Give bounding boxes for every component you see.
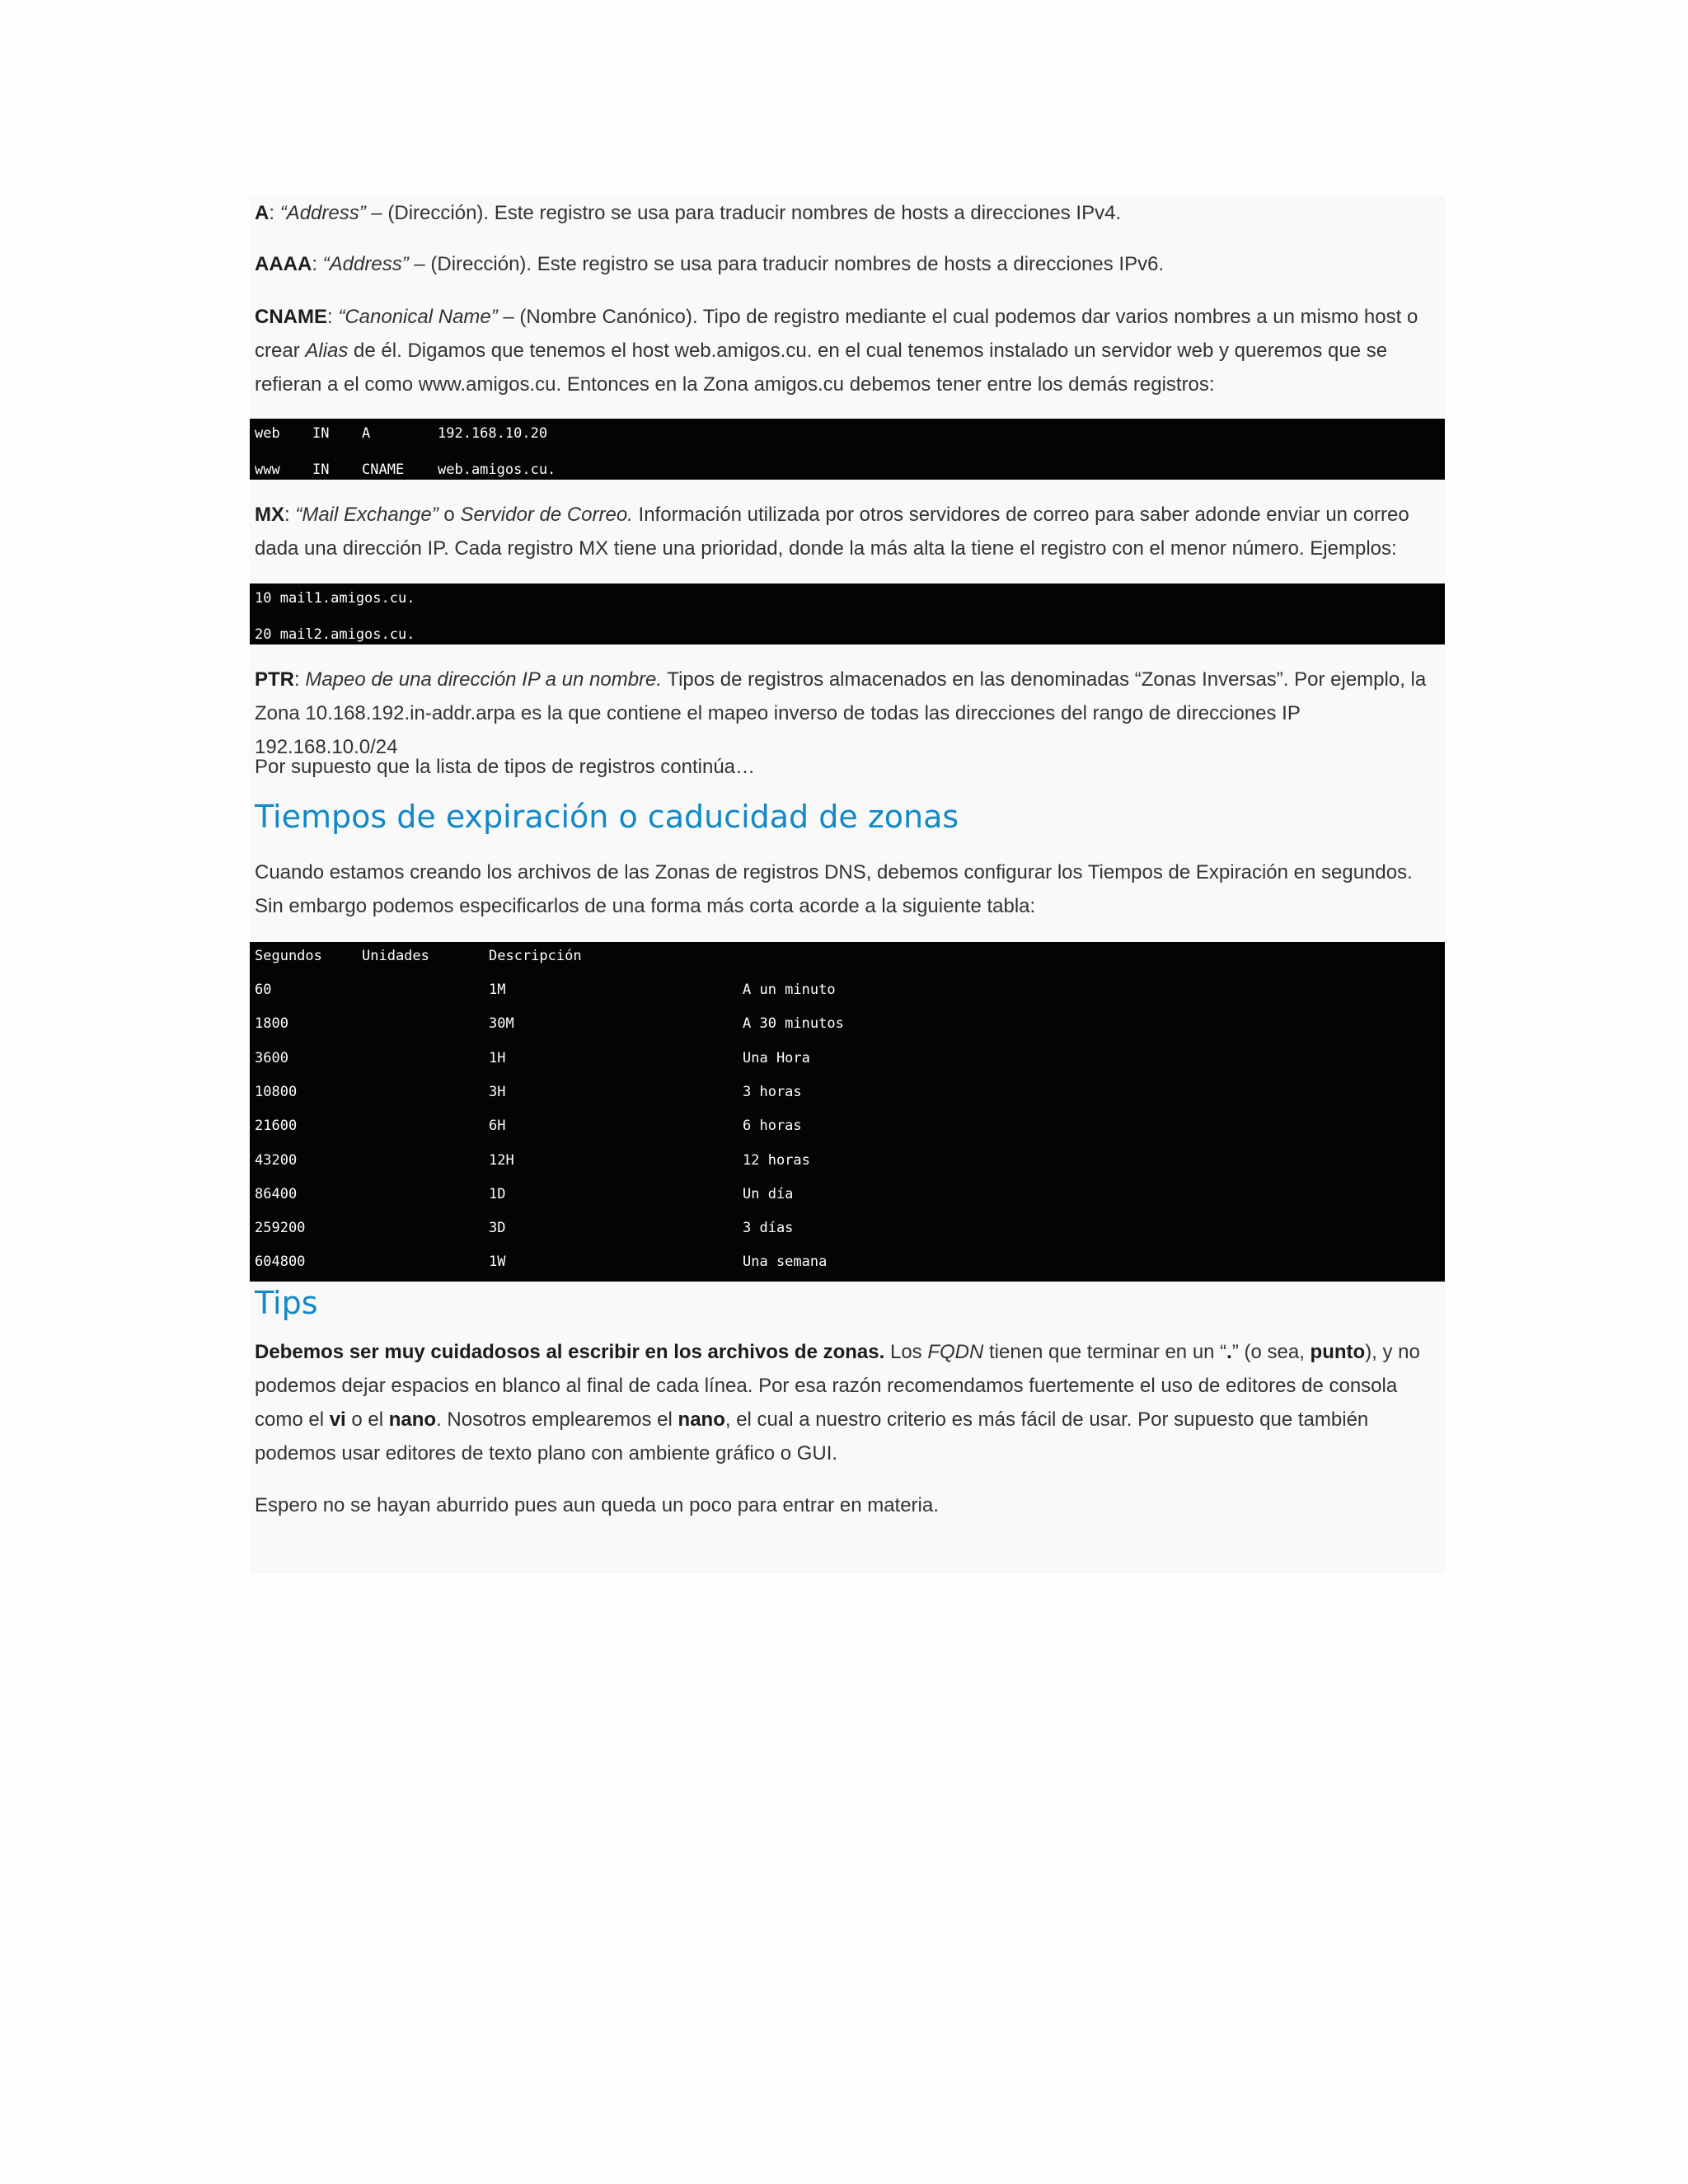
code-line: 20 mail2.amigos.cu. [255, 626, 415, 643]
table-cell: Una Hora [743, 1049, 810, 1066]
table-cell: 12 horas [743, 1151, 810, 1169]
table-cell: 1H [489, 1049, 506, 1066]
table-row [250, 1015, 1445, 1037]
mx-code-block [250, 583, 1445, 644]
record-key: PTR [255, 668, 294, 691]
tips-paragraph: Debemos ser muy cuidadosos al escribir en los archivos de zonas. Los FQDN tienen que terminar en un “.” (o sea, punto), y no podemos dejar espacios en blanco al final de cada línea. Por esa razón recomendamos fuertemente el uso de editores de consola como el vi o el nano. Nosotros emplearemos el nano, el cual a nuestro criterio es más fácil de usar. Por supuesto que también podemos usar editores de texto plano con ambiente gráfico o GUI. [255, 1341, 1420, 1465]
table-row [250, 982, 1445, 1003]
section-heading-tips: Tips [255, 1285, 318, 1321]
table-header-row: Segundos Unidades Descripción [255, 948, 582, 964]
table-cell: 6H [489, 1118, 506, 1135]
record-ptr: PTR: Mapeo de una dirección IP a un nombre. Tipos de registros almacenados en las denominadas “Zonas Inversas”. Por ejemplo, la Zona 10.168.192.in-addr.arpa es la que contiene el mapeo inverso de todas las direcciones del rango de direcciones IP 192.168.10.0/24 [255, 668, 1427, 758]
record-key: AAAA [255, 253, 312, 275]
record-term-2: Servidor de Correo. [460, 504, 633, 526]
record-term: “Canonical Name” [338, 306, 498, 328]
table-cell: 60 [255, 982, 272, 998]
table-cell: 12H [489, 1151, 514, 1169]
table-cell: 3D [489, 1220, 506, 1237]
record-term: “Address” [279, 202, 366, 224]
tips-closing: Espero no se hayan aburrido pues aun queda un poco para entrar en materia. [255, 1494, 939, 1516]
expiry-table [250, 942, 1445, 1282]
table-cell: 3H [489, 1083, 506, 1100]
table-row [250, 1186, 1445, 1207]
expiry-intro: Cuando estamos creando los archivos de las Zonas de registros DNS, debemos configurar los Tiempos de Expiración en segundos. Sin embargo podemos especificarlos de una forma más corta acorde a la siguiente tabla: [255, 861, 1413, 917]
records-more-text: Por supuesto que la lista de tipos de registros continúa… [255, 756, 756, 778]
table-cell: 1M [489, 982, 506, 998]
table-cell: Un día [743, 1185, 794, 1202]
document-page [250, 196, 1445, 1574]
table-row [250, 1254, 1445, 1275]
table-cell: 10800 [255, 1083, 298, 1100]
record-aaaa: AAAA: “Address” – (Dirección). Este registro se usa para traducir nombres de hosts a direcciones IPv6. [255, 253, 1165, 275]
code-line: www IN CNAME web.amigos.cu. [255, 462, 556, 478]
record-key: A [255, 202, 270, 224]
alias-term: Alias [305, 340, 349, 362]
record-key: CNAME [255, 306, 327, 328]
record-cname: CNAME: “Canonical Name” – (Nombre Canónico). Tipo de registro mediante el cual podemos dar varios nombres a un mismo host o crear Alias de él. Digamos que tenemos el host web.amigos.cu. en el cual tenemos instalado un servidor web y queremos que se refieran a el como www.amigos.cu. Entonces en la Zona amigos.cu debemos tener entre los demás registros: [255, 306, 1418, 396]
record-term: “Mail Exchange” [295, 504, 438, 526]
table-cell: 1W [489, 1254, 506, 1271]
section-heading-expiry: Tiempos de expiración o caducidad de zonas [255, 799, 959, 835]
table-cell: 21600 [255, 1118, 298, 1135]
table-cell: 86400 [255, 1185, 298, 1202]
table-cell: 3 horas [743, 1083, 802, 1100]
table-cell: 6 horas [743, 1118, 802, 1135]
table-row [250, 1220, 1445, 1241]
record-term: Mapeo de una dirección IP a un nombre. [305, 668, 663, 691]
table-cell: 259200 [255, 1220, 306, 1237]
record-term: “Address” [322, 253, 409, 275]
table-row [250, 1152, 1445, 1174]
table-cell: A 30 minutos [743, 1015, 844, 1033]
record-mx: MX: “Mail Exchange” o Servidor de Correo. Información utilizada por otros servidores de correo para saber adonde enviar un correo dada una dirección IP. Cada registro MX tiene una prioridad, donde la más alta la tiene el registro con el menor número. Ejemplos: [255, 504, 1409, 560]
record-key: MX [255, 504, 284, 526]
table-cell: 3600 [255, 1049, 288, 1066]
table-cell: 30M [489, 1015, 514, 1033]
cname-code-block [250, 419, 1445, 480]
code-line: 10 mail1.amigos.cu. [255, 590, 415, 607]
table-cell: 1800 [255, 1015, 288, 1033]
table-cell: A un minuto [743, 982, 836, 998]
table-row [250, 1084, 1445, 1105]
table-cell: 3 días [743, 1220, 794, 1237]
code-line: web IN A 192.168.10.20 [255, 425, 548, 442]
table-row [250, 1118, 1445, 1139]
table-cell: Una semana [743, 1254, 828, 1271]
table-row [250, 1050, 1445, 1071]
table-cell: 604800 [255, 1254, 306, 1271]
record-a: A: “Address” – (Dirección). Este registro se usa para traducir nombres de hosts a direcciones IPv4. [255, 202, 1122, 224]
table-cell: 1D [489, 1185, 506, 1202]
table-cell: 43200 [255, 1151, 298, 1169]
